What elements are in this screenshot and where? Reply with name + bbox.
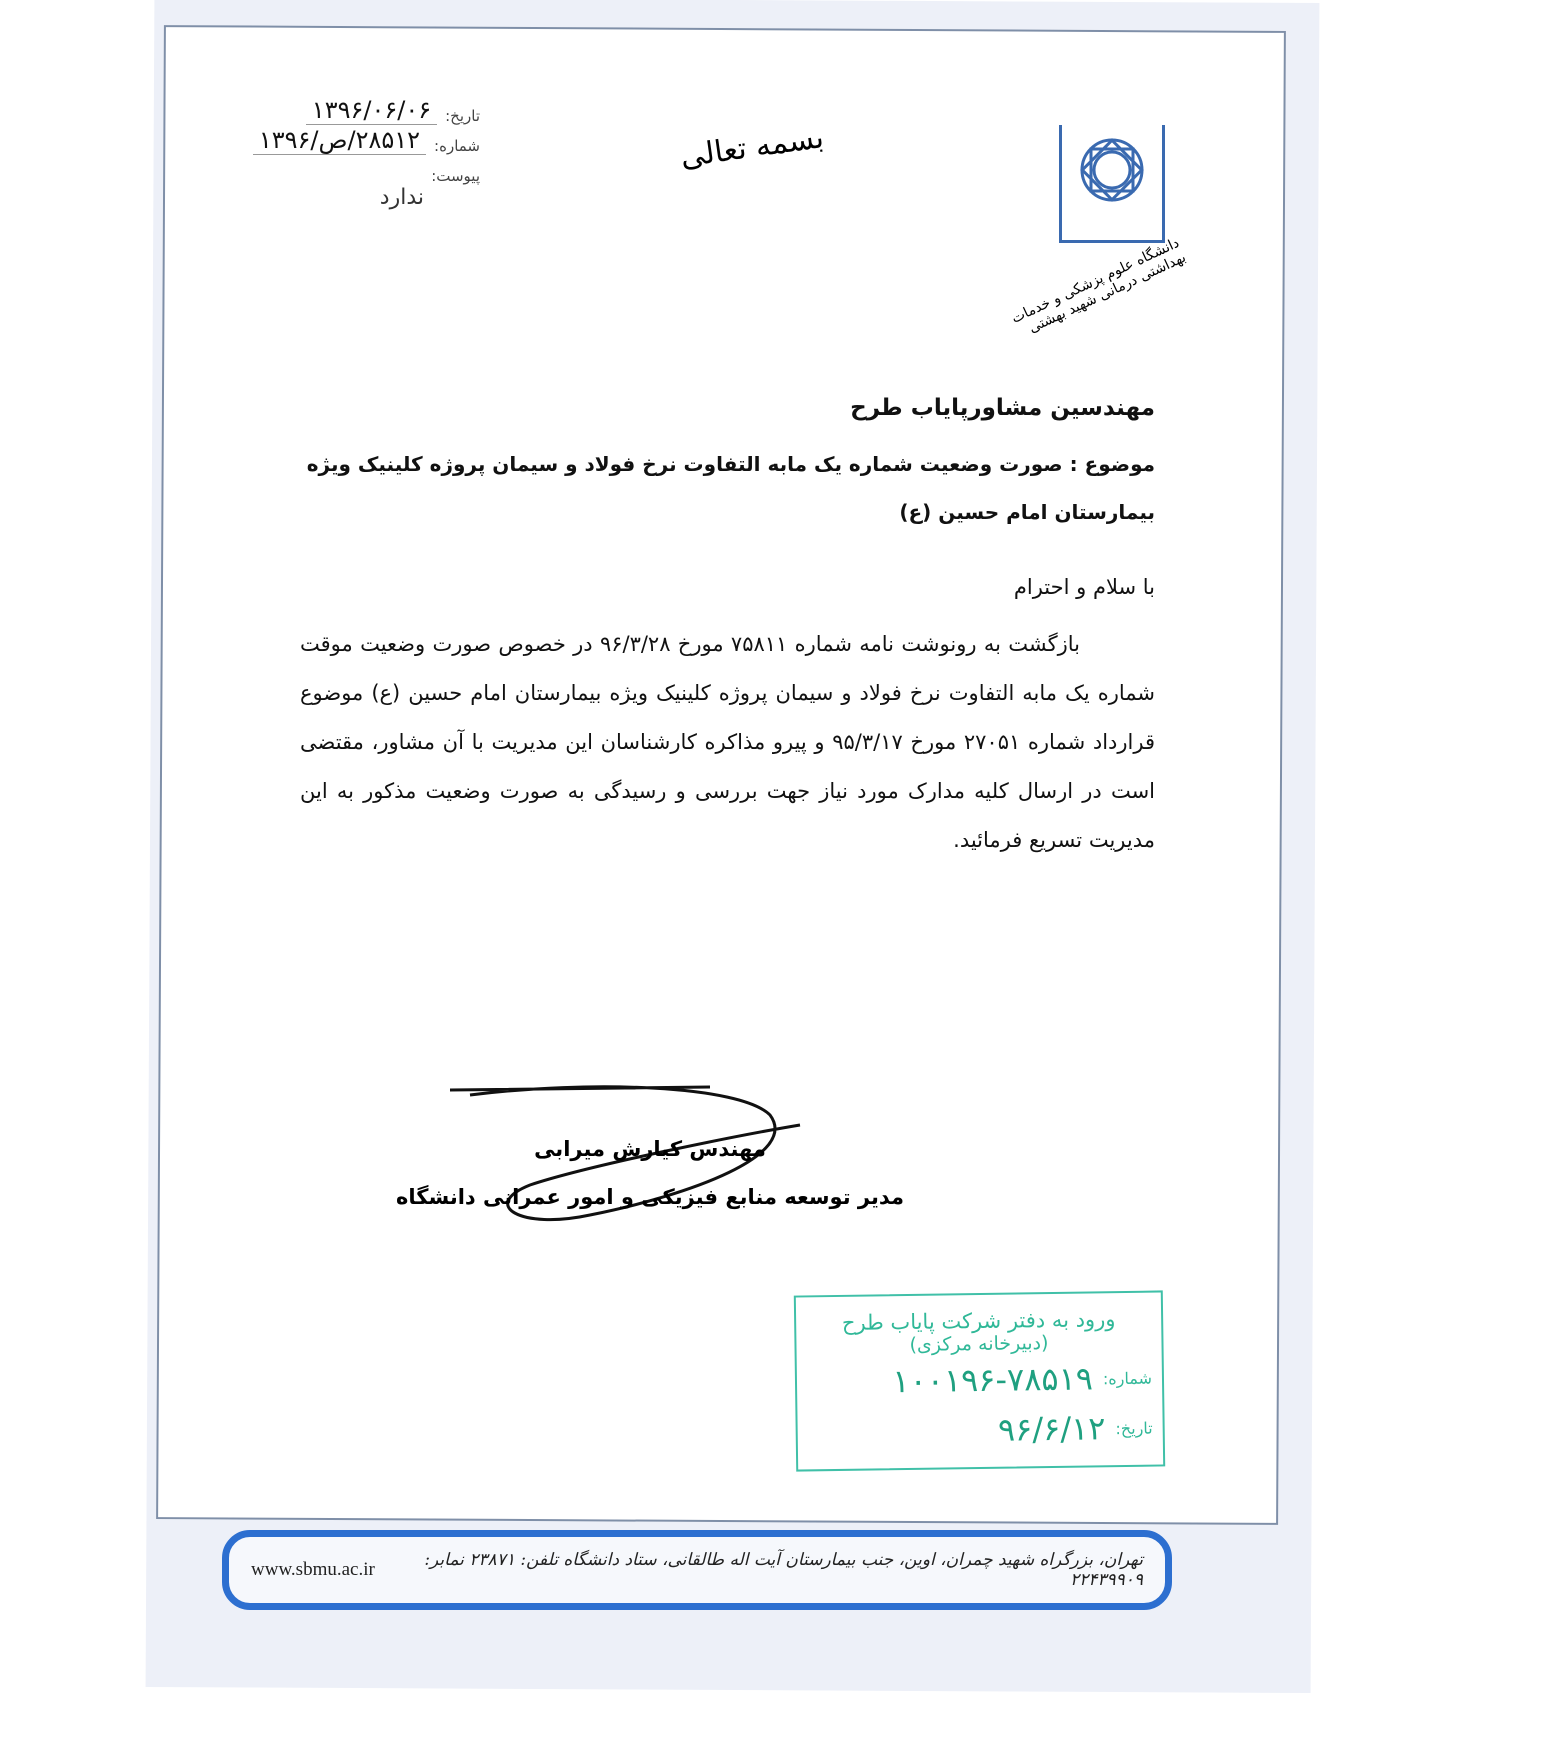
number-row bbox=[220, 125, 480, 155]
signature-block bbox=[390, 1125, 910, 1221]
university-logo bbox=[975, 125, 1189, 337]
stamp-date-value: ۹۶/۶/۱۲ bbox=[997, 1409, 1106, 1449]
signatory-name: مهندس کیارش میرابی bbox=[534, 1137, 766, 1161]
footer-address: تهران، بزرگراه شهید چمران، اوین، جنب بیمارستان آیت اله طالقانی، ستاد دانشگاه تلفن: ۲۳۸۷۱ نمابر: ۲۲۴۳۹۹۰۹ bbox=[424, 1550, 1143, 1590]
letterhead-footer bbox=[222, 1530, 1172, 1610]
attachment-label: پیوست: bbox=[431, 167, 480, 185]
attachment-value: ندارد bbox=[379, 185, 424, 210]
website-link[interactable]: www.sbmu.ac.ir bbox=[251, 1559, 375, 1580]
addressee: مهندسین مشاورپایاب طرح bbox=[850, 395, 1155, 421]
receipt-stamp bbox=[794, 1290, 1165, 1471]
subject: موضوع : صورت وضعیت شماره یک مابه التفاوت نرخ فولاد و سیمان پروژه کلینیک ویژه بیمارستان امام حسین (ع) bbox=[306, 452, 1155, 524]
letter-body: بازگشت به رونوشت نامه شماره ۷۵۸۱۱ مورخ ۹۶/۳/۲۸ در خصوص صورت وضعیت موقت شماره یک مابه التفاوت نرخ فولاد و سیمان پروژه کلینیک ویژه بیمارستان امام حسین (ع) موضوع قرارداد شماره ۲۷۰۵۱ مورخ ۹۵/۳/۱۷ و پیرو مذاکره کارشناسان این مدیریت با آن مشاور، مقتضی است در ارسال کلیه مدارک مورد نیاز جهت بررسی و رسیدگی به صورت وضعیت مذکور به این مدیریت تسریع فرمائید. bbox=[300, 632, 1155, 852]
logo-emblem-icon bbox=[1059, 125, 1165, 243]
number-value: ۲۸۵۱۲/ص/۱۳۹۶ bbox=[253, 126, 426, 155]
stamp-date-row bbox=[797, 1402, 1163, 1457]
stamp-number-label: شماره: bbox=[1102, 1368, 1153, 1388]
university-name: دانشگاه علوم پزشکی و خدمات بهداشتی درمانی شهید بهشتی bbox=[1009, 235, 1189, 337]
stamp-date-label: تاریخ: bbox=[1115, 1418, 1153, 1438]
stamp-line2: (دبیرخانه مرکزی) bbox=[909, 1332, 1049, 1356]
date-value: ۱۳۹۶/۰۶/۰۶ bbox=[306, 96, 437, 125]
signatory-title: مدیر توسعه منابع فیزیکی و امور عمرانی دانشگاه bbox=[395, 1185, 905, 1209]
basmala: بسمه تعالی bbox=[678, 120, 826, 175]
greeting: با سلام و احترام bbox=[1013, 575, 1155, 599]
stamp-number-row bbox=[797, 1352, 1163, 1407]
stamp-number-value: ۱۰۰۱۹۶-۷۸۵۱۹ bbox=[892, 1359, 1094, 1401]
date-label: تاریخ: bbox=[445, 107, 480, 125]
stamp-line1: ورود به دفتر شرکت پایاب طرح bbox=[841, 1307, 1116, 1335]
date-row bbox=[220, 95, 480, 125]
letter-meta bbox=[220, 95, 480, 210]
number-label: شماره: bbox=[434, 137, 480, 155]
attachment-row bbox=[220, 155, 480, 185]
